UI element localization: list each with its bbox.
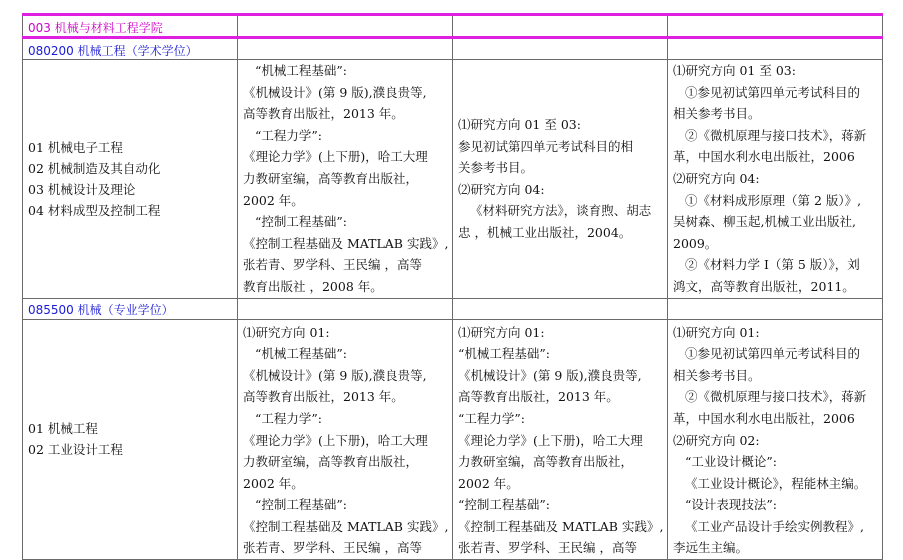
reference-line: 高等教育出版社，2013 年。 [243,389,404,405]
reference-line: 2002 年。 [458,475,519,491]
reference-line: 相关参考书目。 [673,106,761,122]
empty-cell [668,38,883,60]
reference-cell-col3 [453,319,668,560]
reference-line: “控制工程基础”: [255,497,347,513]
reference-line: ②《微机原理与接口技术》，蒋新 [685,127,867,143]
reference-cell-col4 [668,319,883,560]
reference-cell-col2 [238,319,453,560]
reference-line: “工程力学”: [255,410,322,426]
program-header-row [23,298,883,319]
reference-line: “工程力学”: [458,410,525,426]
reference-cell-col4 [668,60,883,299]
reference-line: 《控制工程基础及 MATLAB 实践》, [458,518,664,534]
reference-line: 《控制工程基础及 MATLAB 实践》, [243,518,449,534]
reference-cell-col2 [238,60,453,299]
reference-line: “工程力学”: [255,127,322,143]
department-row [23,15,883,38]
reference-line: 力教研室编，高等教育出版社， [458,454,634,470]
reference-line: 张若青、罗学科、王民编 ，高等 [458,540,637,556]
direction-item: 03 机械设计及理论 [28,181,136,197]
reference-line: 《机械设计》(第 9 版),濮良贵等, [243,367,427,383]
reference-line: 《机械设计》(第 9 版),濮良贵等, [458,367,642,383]
reference-line: 力教研室编，高等教育出版社， [243,170,419,186]
reference-line: 高等教育出版社，2013 年。 [243,106,404,122]
reference-line: “机械工程基础”: [255,346,347,362]
empty-cell [453,15,668,38]
reference-line: “控制工程基础”: [255,214,347,230]
reference-line: 2002 年。 [243,475,304,491]
reference-line: 张若青、罗学科、王民编 ，高等 [243,540,422,556]
empty-cell [668,15,883,38]
catalog-table [22,13,883,560]
program-title: 080200 机械工程（学术学位） [28,43,198,58]
reference-line: 参见初试第四单元考试科目的相 [458,138,634,154]
reference-line: 教育出版社 ，2008 年。 [243,278,383,294]
empty-cell [238,15,453,38]
direction-item: 02 工业设计工程 [28,442,123,458]
reference-line: 《工业产品设计手绘实例教程》, [685,518,864,534]
directions-cell [23,60,238,299]
reference-line: ②《微机原理与接口技术》，蒋新 [685,389,867,405]
reference-line: 张若青、罗学科、王民编 ，高等 [243,257,422,273]
reference-line: ①参见初试第四单元考试科目的 [685,84,861,100]
reference-line: 李远生主编。 [673,540,749,556]
direction-item: 01 机械工程 [28,421,98,437]
empty-cell [453,38,668,60]
empty-cell [668,298,883,319]
reference-line: ①参见初试第四单元考试科目的 [685,346,861,362]
direction-item: 01 机械电子工程 [28,139,123,155]
reference-line: 《理论力学》(上下册)，哈工大理 [243,149,428,165]
reference-line: 《机械设计》(第 9 版),濮良贵等, [243,84,427,100]
program-title: 085500 机械（专业学位） [28,303,174,318]
reference-line: 《理论力学》(上下册)，哈工大理 [458,432,643,448]
reference-line: 2009。 [673,235,718,251]
reference-line: ⑴研究方向 01: [243,324,330,340]
reference-line: “控制工程基础”: [458,497,550,513]
reference-line: “机械工程基础”: [255,63,347,78]
reference-line: ⑵研究方向 02: [673,432,760,448]
reference-line: 相关参考书目。 [673,367,761,383]
catalog-table-sheet [22,13,882,556]
reference-line: 革，中国水利水电出版社，2006 [673,149,855,165]
reference-line: ⑴研究方向 01: [673,324,760,340]
reference-line: 吴树森、柳玉起,机械工业出版社, [673,214,856,230]
reference-cell-col3 [453,60,668,299]
reference-line: 关参考书目。 [458,160,534,176]
program-body-row [23,319,883,560]
reference-line: 2002 年。 [243,192,304,208]
program-header-row [23,38,883,60]
empty-cell [453,298,668,319]
reference-line: 《材料研究方法》，谈育煦、胡志 [470,203,652,219]
reference-line: 高等教育出版社，2013 年。 [458,389,619,405]
reference-line: 《理论力学》(上下册)，哈工大理 [243,432,428,448]
department-cell [23,15,238,38]
reference-line: ①《材料成形原理（第 2 版）》, [685,192,862,208]
reference-line: ⑴研究方向 01 至 03: [458,116,581,132]
reference-line: ②《材料力学 I（第 5 版）》，刘 [685,257,860,273]
directions-cell [23,319,238,560]
reference-line: ⑵研究方向 04: [673,170,760,186]
program-body-row [23,60,883,299]
reference-line: “设计表现技法”: [685,497,777,513]
reference-line: “工业设计概论”: [685,454,777,470]
reference-line: 力教研室编，高等教育出版社， [243,454,419,470]
reference-line: “机械工程基础”: [458,346,550,362]
department-title: 003 机械与材料工程学院 [28,20,163,35]
reference-line: 《控制工程基础及 MATLAB 实践》, [243,235,449,251]
reference-line: 忠 ，机械工业出版社，2004。 [458,224,632,240]
reference-line: 鸿文，高等教育出版社，2011。 [673,278,855,294]
empty-cell [238,38,453,60]
direction-item: 04 材料成型及控制工程 [28,202,161,218]
reference-line: 《工业设计概论》，程能林主编。 [685,475,867,491]
program-title-cell [23,298,238,319]
reference-line: ⑴研究方向 01: [458,324,545,340]
reference-line: 革，中国水利水电出版社，2006 [673,410,855,426]
reference-line: ⑵研究方向 04: [458,181,545,197]
program-title-cell [23,38,238,60]
reference-line: ⑴研究方向 01 至 03: [673,63,796,78]
direction-item: 02 机械制造及其自动化 [28,160,161,176]
empty-cell [238,298,453,319]
